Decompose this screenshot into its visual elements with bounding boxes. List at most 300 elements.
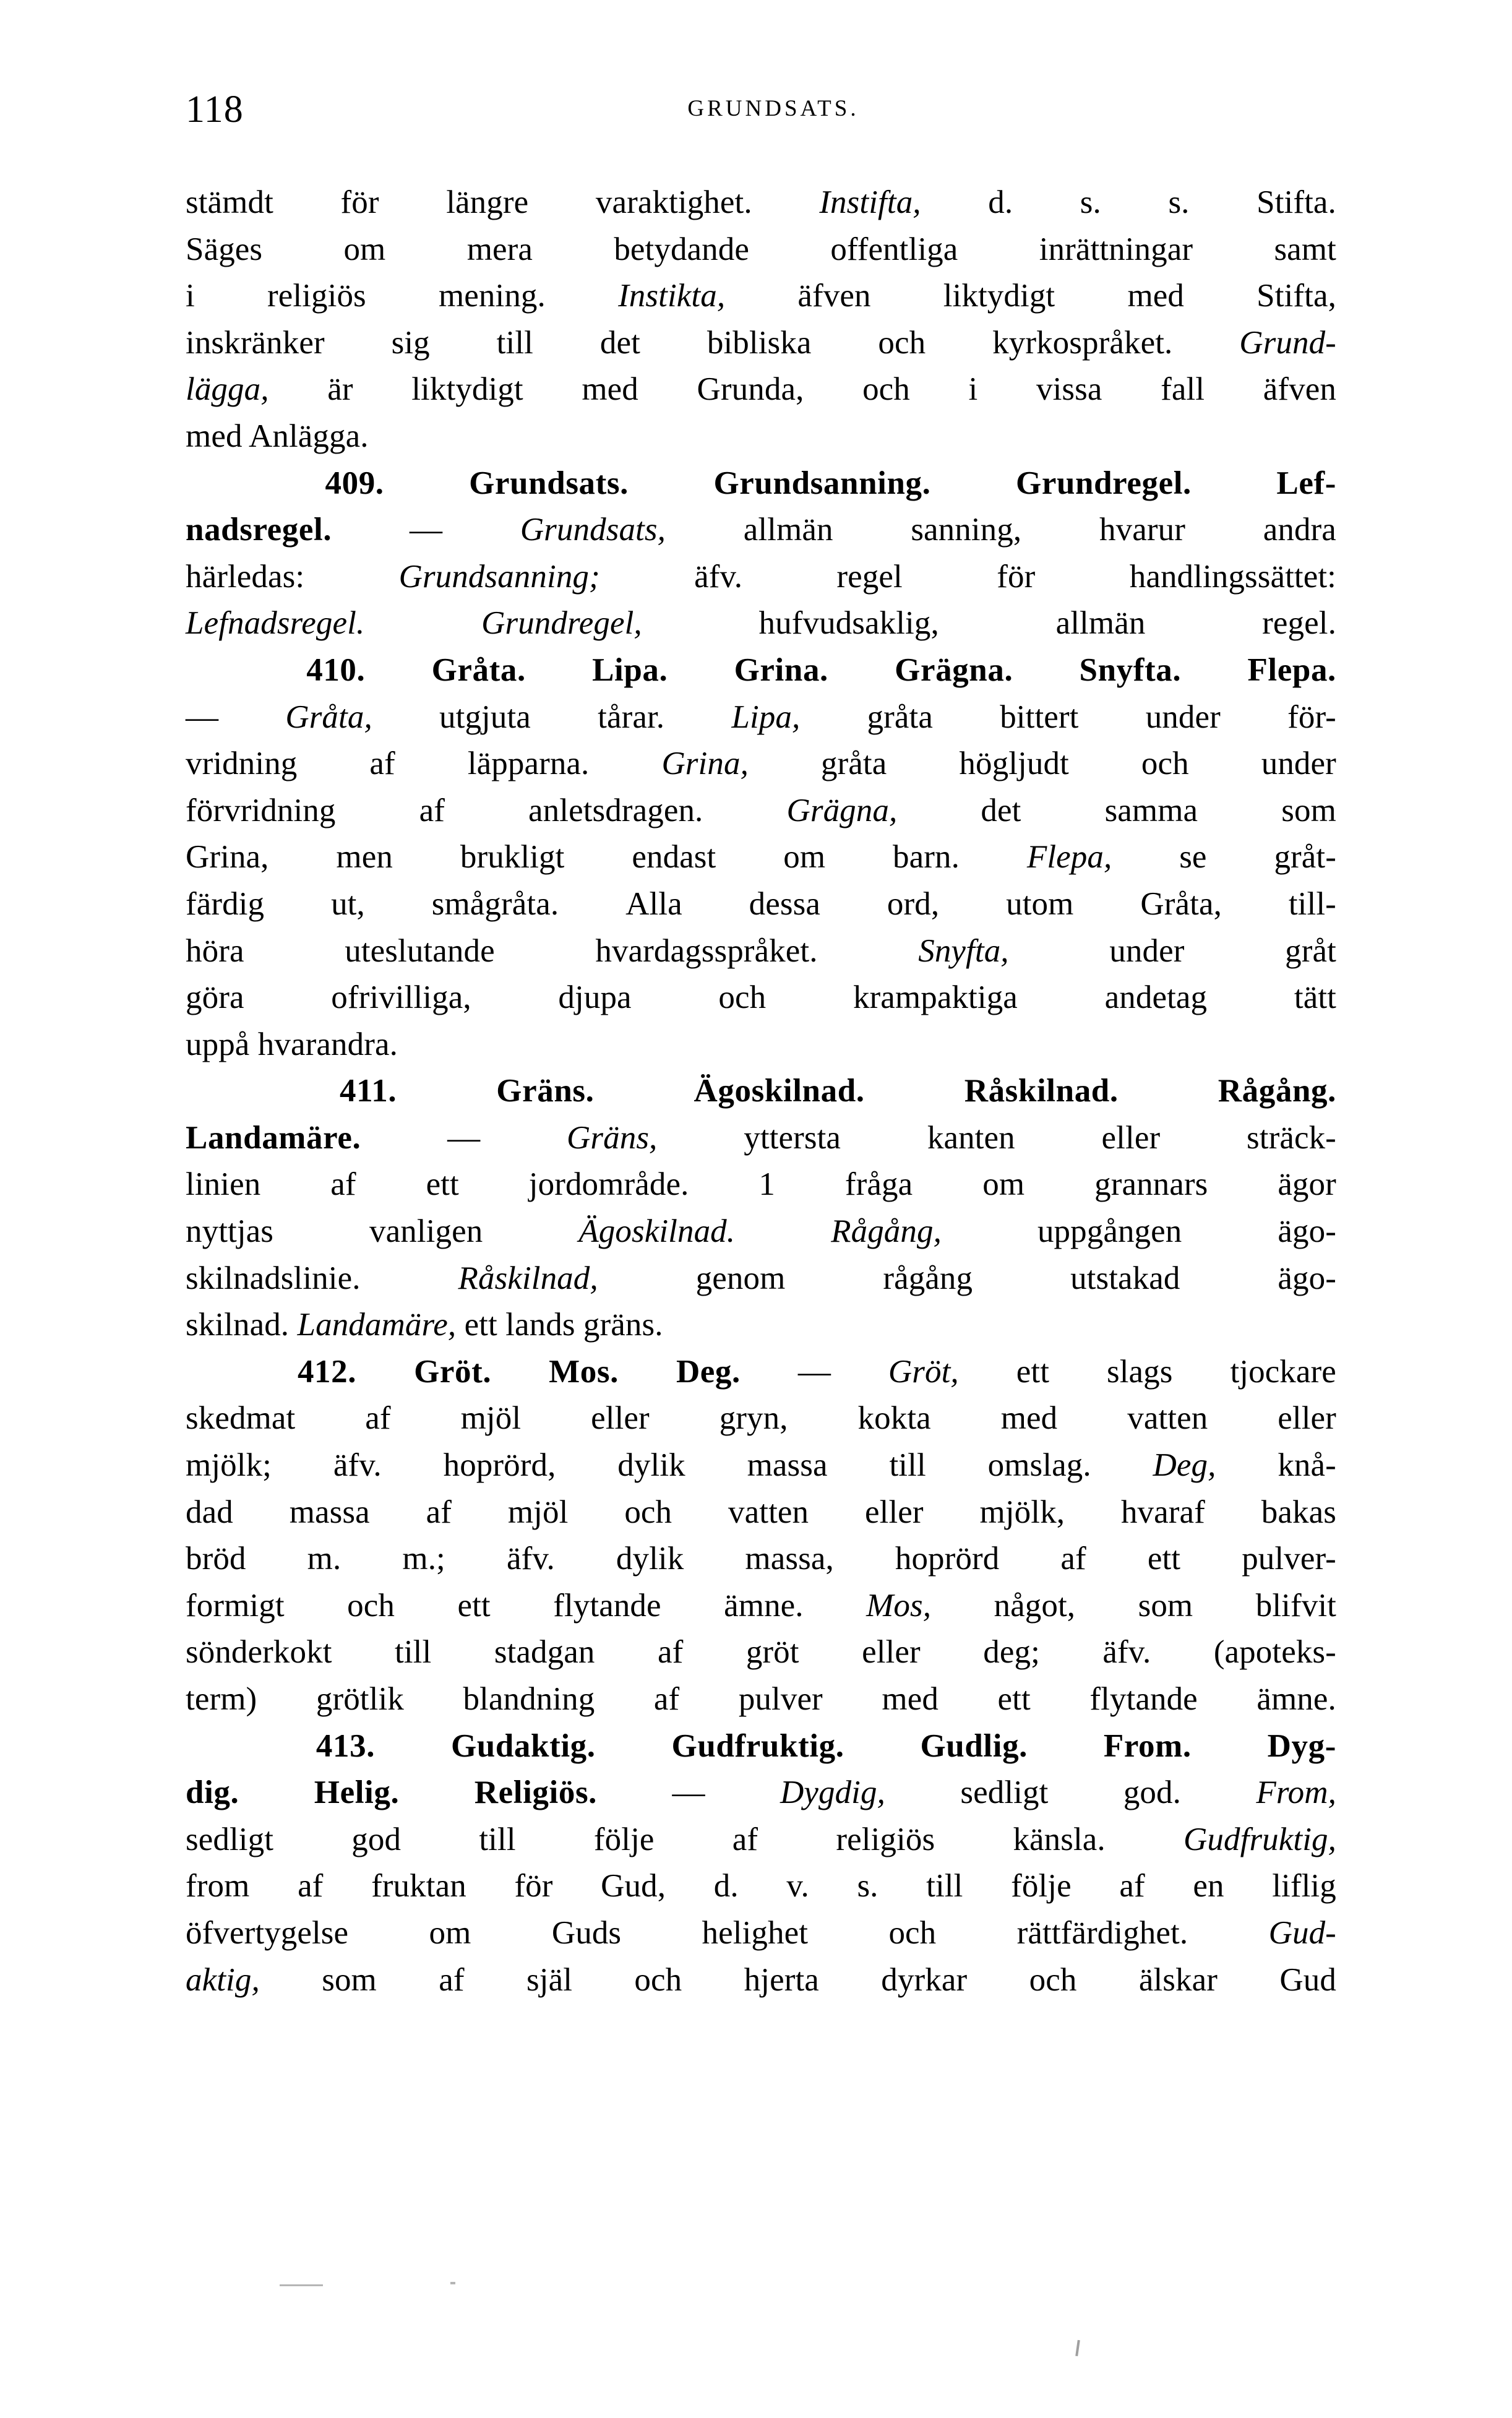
word: Säges <box>186 231 263 267</box>
text-line <box>186 975 1336 1022</box>
word: af <box>426 1494 452 1530</box>
word: andetag <box>1104 979 1208 1016</box>
word: dyrkar <box>881 1961 968 1998</box>
scan-artifact-stroke <box>1075 2340 1080 2356</box>
headword: nadsregel. <box>186 512 332 548</box>
word: och <box>1141 746 1189 782</box>
lemma-word: Snyfta, <box>918 932 1009 969</box>
word: Gud <box>1279 1961 1336 1998</box>
word: stadgan <box>494 1634 595 1671</box>
word: eller <box>1101 1119 1161 1156</box>
word: ämne. <box>1256 1681 1336 1717</box>
word: Grina, <box>186 839 269 876</box>
word: till <box>926 1868 963 1904</box>
running-head: GRUNDSATS. <box>687 96 859 121</box>
word: och <box>624 1494 672 1530</box>
word: förvridning <box>186 792 336 828</box>
word: betydande <box>614 231 750 267</box>
word: d. <box>713 1868 739 1904</box>
word: Grunda, <box>697 371 804 408</box>
text-line <box>186 1957 1336 2004</box>
text-line <box>186 1349 1336 1396</box>
word: af <box>419 792 445 828</box>
word: och <box>878 324 926 361</box>
word: krampaktiga <box>853 979 1018 1016</box>
word: Stifta, <box>1256 278 1336 314</box>
word: af <box>1119 1868 1145 1904</box>
word: jordområde. <box>528 1166 689 1203</box>
word: regel. <box>1262 605 1336 642</box>
text-line <box>186 1255 1336 1302</box>
headword: Grundregel. <box>1016 465 1192 501</box>
word: för <box>340 184 379 220</box>
word: en <box>1193 1868 1224 1904</box>
word: tjockare <box>1230 1353 1336 1390</box>
text-line <box>186 1583 1336 1630</box>
text-line <box>186 1723 1336 1770</box>
word: till- <box>1288 885 1336 922</box>
word: om <box>343 231 386 267</box>
lemma-word: Mos, <box>866 1587 932 1624</box>
word: genom <box>695 1260 786 1296</box>
scan-artifact-mark <box>280 2284 323 2286</box>
word: ett <box>426 1166 459 1203</box>
word: ut, <box>331 885 365 922</box>
word: längre <box>446 184 529 220</box>
word: grannars <box>1094 1166 1208 1203</box>
word: men <box>336 839 393 876</box>
word: vissa <box>1036 371 1102 408</box>
lemma-word: Grägna, <box>786 792 898 828</box>
word: och <box>888 1914 937 1951</box>
word: vatten <box>1127 1400 1208 1437</box>
word: och <box>1029 1961 1077 1998</box>
word: hjerta <box>744 1961 819 1998</box>
lemma-word: Grundsats, <box>520 512 666 548</box>
word: af <box>369 746 395 782</box>
word: god. <box>1123 1775 1181 1811</box>
word: gråt <box>1285 932 1336 969</box>
word: samma <box>1104 792 1198 828</box>
lemma-word: Gud- <box>1268 1914 1336 1951</box>
word: och <box>347 1587 395 1624</box>
word: äfv. <box>694 558 743 595</box>
word: och <box>862 371 910 408</box>
word: af <box>330 1166 356 1203</box>
word: uteslutande <box>345 932 495 969</box>
word: för- <box>1287 699 1336 735</box>
word: mjöl <box>507 1494 569 1530</box>
word: af <box>732 1821 758 1857</box>
word: hvarandra. <box>257 1026 398 1062</box>
word: om <box>982 1166 1025 1203</box>
lemma-word: Instikta, <box>618 278 726 314</box>
word: se <box>1179 839 1207 876</box>
text-line <box>186 928 1336 975</box>
word: sanning, <box>911 512 1022 548</box>
word: och <box>718 979 767 1016</box>
text-line <box>186 179 1336 226</box>
word: gråta <box>820 746 887 782</box>
text-line <box>186 1817 1336 1864</box>
lemma-word: Rågång, <box>831 1213 942 1250</box>
word: till <box>889 1447 926 1484</box>
word: Stifta. <box>1256 184 1336 220</box>
word: dad <box>186 1494 233 1530</box>
text-line <box>186 273 1336 320</box>
word: och <box>634 1961 682 1998</box>
word: formigt <box>186 1587 285 1624</box>
word: med <box>186 418 243 454</box>
headword: Dyg- <box>1267 1727 1336 1764</box>
lemma-word: From, <box>1256 1775 1336 1811</box>
lemma-word: Grundregel, <box>481 605 642 642</box>
word: flytande <box>1089 1681 1198 1717</box>
word: af <box>439 1961 465 1998</box>
word: god <box>351 1821 402 1857</box>
word: — <box>447 1119 481 1156</box>
word: blandning <box>463 1681 595 1717</box>
word: eller <box>862 1634 921 1671</box>
word: allmän <box>1055 605 1146 642</box>
word: hvaraf <box>1120 1494 1205 1530</box>
word: grötlik <box>316 1681 404 1717</box>
word: om <box>783 839 826 876</box>
word: skilnadslinie. <box>186 1260 361 1296</box>
word: gröt <box>745 1634 799 1671</box>
text-line <box>186 1395 1336 1442</box>
word: ägor <box>1278 1166 1336 1203</box>
word: af <box>657 1634 684 1671</box>
headword: Råskilnad. <box>964 1073 1119 1109</box>
word: rågång <box>883 1260 973 1296</box>
word: gryn, <box>719 1400 788 1437</box>
word: något, <box>994 1587 1076 1624</box>
word: stämdt <box>186 184 273 220</box>
word: i <box>968 371 978 408</box>
word: inrättningar <box>1039 231 1193 267</box>
text-line <box>186 1208 1336 1255</box>
word: läpparna. <box>467 746 590 782</box>
text-line <box>186 741 1336 788</box>
word: brukligt <box>460 839 565 876</box>
word: varaktighet. <box>595 184 752 220</box>
word: bröd <box>186 1541 246 1577</box>
word: ord, <box>887 885 940 922</box>
word: handlingssättet: <box>1129 558 1336 595</box>
word: v. <box>786 1868 809 1904</box>
headword: 413. <box>316 1727 376 1764</box>
word: religiös <box>267 278 366 314</box>
word: (apoteks- <box>1213 1634 1336 1671</box>
headword: Lipa. <box>592 652 668 688</box>
text-line <box>186 1302 1336 1349</box>
text-line <box>186 1629 1336 1676</box>
word: som <box>1281 792 1336 828</box>
headword: From. <box>1103 1727 1192 1764</box>
text-line <box>186 1770 1336 1817</box>
headword: Flepa. <box>1247 652 1336 688</box>
text-line <box>186 647 1336 694</box>
word: regel <box>836 558 903 595</box>
word: pulver- <box>1242 1541 1336 1577</box>
word: om <box>429 1914 471 1951</box>
word: med <box>582 371 638 408</box>
word: liktydigt <box>411 371 523 408</box>
word: ett <box>1147 1541 1181 1577</box>
word: med <box>1000 1400 1058 1437</box>
word: mening. <box>438 278 546 314</box>
word: af <box>298 1868 324 1904</box>
word: äfven <box>1263 371 1336 408</box>
word: Alla <box>625 885 682 922</box>
headword: Gudlig. <box>920 1727 1028 1764</box>
word: yttersta <box>744 1119 841 1156</box>
word: sedligt <box>960 1775 1049 1811</box>
word: själ <box>526 1961 573 1998</box>
headword: Gröt. <box>414 1353 492 1390</box>
text-line <box>186 1068 1336 1115</box>
text-line <box>186 1910 1336 1957</box>
lemma-word: Grundsanning; <box>398 558 600 595</box>
word: härledas: <box>186 558 305 595</box>
word: allmän <box>743 512 833 548</box>
headword: 409. <box>325 465 384 501</box>
headword: Gudfruktig. <box>671 1727 844 1764</box>
word: i <box>186 278 195 314</box>
word: hoprörd, <box>443 1447 556 1484</box>
word: hvardagsspråket. <box>595 932 818 969</box>
word: hoprörd <box>895 1541 1000 1577</box>
word: m. <box>307 1541 341 1577</box>
word: Anlägga. <box>249 418 369 454</box>
headword: 410. <box>306 652 366 688</box>
word: gråt- <box>1274 839 1336 876</box>
word: ägo- <box>1278 1260 1336 1296</box>
word: sedligt <box>186 1821 274 1857</box>
word: älskar <box>1138 1961 1218 1998</box>
headword: Snyfta. <box>1079 652 1182 688</box>
word: ett <box>997 1681 1031 1717</box>
word: knå- <box>1278 1447 1336 1484</box>
text-line <box>186 554 1336 601</box>
word: som <box>322 1961 377 1998</box>
word: tårar. <box>598 699 665 735</box>
text-line <box>186 1442 1336 1489</box>
word: känsla. <box>1013 1821 1106 1857</box>
word: uppå <box>186 1026 250 1062</box>
word: utgjuta <box>439 699 531 735</box>
headword: Deg. <box>676 1353 741 1390</box>
text-line <box>186 320 1336 367</box>
word: — <box>672 1775 705 1811</box>
word: utstakad <box>1070 1260 1180 1296</box>
scan-artifact-dot <box>450 2282 455 2284</box>
word: kanten <box>927 1119 1015 1156</box>
word: vridning <box>186 746 298 782</box>
lemma-word: Lipa, <box>731 699 801 735</box>
word: ett lands gräns. <box>464 1307 663 1343</box>
word: mjölk, <box>979 1494 1065 1530</box>
lemma-word: Grund- <box>1239 324 1336 361</box>
word: endast <box>632 839 716 876</box>
word: färdig <box>186 885 265 922</box>
headword: Grundsats. <box>469 465 629 501</box>
word: term) <box>186 1681 257 1717</box>
word: ett <box>1016 1353 1050 1390</box>
word: gråta <box>867 699 933 735</box>
word: nyttjas <box>186 1213 274 1250</box>
word: det <box>981 792 1021 828</box>
word: 1 <box>758 1166 775 1203</box>
word: af <box>365 1400 391 1437</box>
lemma-word: Instifta, <box>819 184 921 220</box>
text-line <box>186 460 1336 507</box>
word: af <box>1060 1541 1086 1577</box>
word: fråga <box>844 1166 913 1203</box>
word: flytande <box>553 1587 661 1624</box>
word: till <box>479 1821 516 1857</box>
word: ett <box>457 1587 491 1624</box>
text-line <box>186 1489 1336 1536</box>
lemma-word: lägga, <box>186 371 269 408</box>
lemma-word: Grina, <box>661 746 749 782</box>
headword: Helig. <box>314 1775 400 1811</box>
word: dylik <box>617 1447 685 1484</box>
word: af <box>653 1681 680 1717</box>
text-line <box>186 413 1336 460</box>
word: till <box>395 1634 432 1671</box>
word: äfven <box>797 278 871 314</box>
word: d. <box>988 184 1013 220</box>
word: samt <box>1274 231 1336 267</box>
word: s. <box>1080 184 1101 220</box>
word: barn. <box>893 839 960 876</box>
word: dylik <box>616 1541 684 1577</box>
word: fruktan <box>371 1868 466 1904</box>
word: pulver <box>738 1681 823 1717</box>
word: mjölk; <box>186 1447 272 1484</box>
headword: Grundsanning. <box>713 465 931 501</box>
word: bakas <box>1261 1494 1336 1530</box>
text-line <box>186 1676 1336 1723</box>
headword: Grägna. <box>895 652 1013 688</box>
word: hufvudsaklig, <box>758 605 939 642</box>
word: kyrkospråket. <box>992 324 1173 361</box>
word: äfv. <box>1102 1634 1151 1671</box>
word: Gud, <box>601 1868 666 1904</box>
word: slags <box>1106 1353 1173 1390</box>
word: Gråta, <box>1140 885 1222 922</box>
word: deg; <box>983 1634 1040 1671</box>
lemma-word: Deg, <box>1153 1447 1216 1484</box>
lemma-word: aktig, <box>186 1961 260 1998</box>
word: — <box>797 1353 831 1390</box>
word: ägo- <box>1278 1213 1336 1250</box>
word: utom <box>1006 885 1074 922</box>
word: med <box>882 1681 939 1717</box>
word: är <box>327 371 353 408</box>
word: from <box>186 1868 250 1904</box>
word: ämne. <box>724 1587 804 1624</box>
lemma-word: Gråta, <box>285 699 372 735</box>
word: för <box>514 1868 553 1904</box>
text-line <box>186 507 1336 554</box>
headword: 411. <box>340 1073 397 1109</box>
word: s. <box>1168 184 1190 220</box>
word: vatten <box>728 1494 809 1530</box>
word: rättfärdighet. <box>1016 1914 1188 1951</box>
word: skedmat <box>186 1400 296 1437</box>
word: liktydigt <box>943 278 1055 314</box>
word: helighet <box>702 1914 809 1951</box>
lemma-word: Landamäre, <box>297 1307 457 1343</box>
word: som <box>1138 1587 1193 1624</box>
word: under <box>1145 699 1221 735</box>
word: offentliga <box>830 231 958 267</box>
word: fall <box>1161 371 1205 408</box>
word: höra <box>186 932 244 969</box>
word: — <box>186 699 219 735</box>
lemma-word: Gröt, <box>888 1353 959 1390</box>
headword: Religiös. <box>474 1775 598 1811</box>
word: massa, <box>745 1541 834 1577</box>
word: inskränker <box>186 324 325 361</box>
word: hvarur <box>1099 512 1185 548</box>
word: under <box>1261 746 1336 782</box>
text-line <box>186 881 1336 928</box>
word: s. <box>857 1868 878 1904</box>
word: uppgången <box>1037 1213 1182 1250</box>
word: ofrivilliga, <box>331 979 471 1016</box>
text-line <box>186 694 1336 741</box>
word: eller <box>865 1494 924 1530</box>
text-line <box>186 1022 1336 1069</box>
word: anletsdragen. <box>528 792 703 828</box>
word: högljudt <box>959 746 1069 782</box>
word: tätt <box>1294 979 1336 1016</box>
headword: Lef- <box>1276 465 1336 501</box>
body-text-block <box>186 179 1336 2003</box>
word: djupa <box>558 979 632 1016</box>
word: följe <box>1011 1868 1072 1904</box>
word: blifvit <box>1255 1587 1336 1624</box>
text-line <box>186 788 1336 835</box>
lemma-word: Råskilnad, <box>458 1260 598 1296</box>
text-line <box>186 1161 1336 1208</box>
word: — <box>409 512 443 548</box>
headword: 412. <box>297 1353 357 1390</box>
word: öfvertygelse <box>186 1914 349 1951</box>
headword: Landamäre. <box>186 1119 361 1156</box>
page-header <box>186 88 1361 144</box>
word: sig <box>391 324 430 361</box>
lemma-word: Dygdig, <box>780 1775 885 1811</box>
word: bibliska <box>707 324 812 361</box>
text-line <box>186 366 1336 413</box>
lemma-word: Lefnadsregel. <box>186 605 365 642</box>
headword: Grina. <box>734 652 828 688</box>
text-line <box>186 600 1336 647</box>
headword: Gudaktig. <box>450 1727 596 1764</box>
word: till <box>496 324 533 361</box>
word: mjöl <box>460 1400 522 1437</box>
word: mera <box>466 231 533 267</box>
word: massa <box>289 1494 370 1530</box>
lemma-word: Gudfruktig, <box>1183 1821 1336 1857</box>
text-line <box>186 1536 1336 1583</box>
folio-number: 118 <box>186 88 244 131</box>
